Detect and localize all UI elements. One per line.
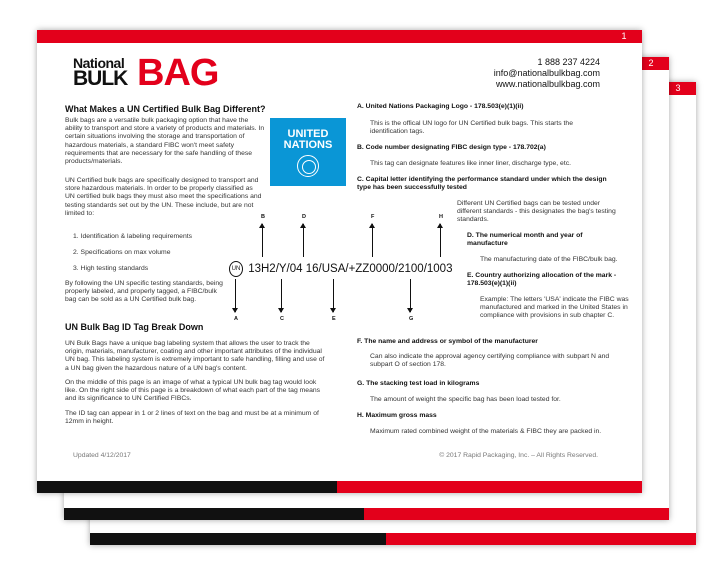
tag-label-b: B [261,214,265,220]
item-h-text: Maximum rated combined weight of the materials & FIBC they are packed in. [370,428,602,435]
contact-website: www.nationalbulkbag.com [495,79,600,89]
contact-phone: 1 888 237 4224 [537,57,600,67]
page-top-bar [37,30,642,43]
un-logo-line1: UNITED [287,128,329,140]
tag-code-text [229,261,452,277]
arrow-h [440,224,441,257]
logo-big-bag: BAG [137,52,219,94]
list-item: 3. High testing standards [73,265,149,272]
item-h-heading: H. Maximum gross mass [357,412,437,419]
list-item: 2. Specifications on max volume [73,249,171,256]
tag-label-g: G [409,316,414,322]
tag-label-d: D [302,214,306,220]
united-nations-logo [270,118,346,186]
logo-line-national: National [73,55,125,71]
item-f-heading: F. The name and address or symbol of the manufacturer [357,338,538,345]
paragraph-labeling: UN Bulk Bags have a unique bag labeling system that allows the user to track the origin, materials, manufacturer, coating and other important attributes of the individual UN bag. This labeling system is extremely important to safe handling, filling and use of a UN bag given the hazardous nature of a UN bag's content. [65,340,325,372]
footer-updated: Updated 4/12/2017 [73,452,131,459]
item-g-heading: G. The stacking test load in kilograms [357,380,480,387]
heading-what-makes: What Makes a UN Certified Bulk Bag Different? [65,104,266,114]
tag-label-f: F [371,214,375,220]
national-bulk-bag-logo [73,52,219,94]
arrow-g [410,279,411,312]
heading-tag-breakdown: UN Bulk Bag ID Tag Break Down [65,322,204,332]
tag-code-value: 13H2/Y/04 16/USA/+ZZ0000/2100/1003 [248,263,453,276]
requirements-list [73,233,192,281]
arrow-b [262,224,263,257]
arrow-e [333,279,334,312]
paragraph-un-certified: UN Certified bulk bags are specifically designed to transport and store hazardous materials. In order to be properly classified as UN certified bulk bags they must also meet the specifications and testing standards set out by the UN. These include, but are not limited to: [65,177,262,217]
item-b-text: This tag can designate features like inner liner, discharge type, etc. [370,160,571,167]
item-e-heading: E. Country authorizing allocation of the mark - 178.503(e)(1)(ii) [467,272,617,288]
paragraph-id-tag-height: The ID tag can appear in 1 or 2 lines of text on the bag and must be at a minimum of 12mm in height. [65,410,319,426]
item-c-text: Different UN Certified bags can be tested under different standards - this designates the bag's testing standards. [457,200,616,224]
page-sheet-1 [37,30,642,493]
paragraph-intro: Bulk bags are a versatile bulk packaging option that have the ability to transport and store a variety of products and materials. In certain situations involving the storage and transportation of hazardous materials, a standard FIBC won't meet safety requirements that are necessary for the safe handling of these products/materials. [65,117,265,166]
page-bottom-bar [64,508,669,520]
item-c-heading: C. Capital letter identifying the performance standard under which the design type has been successfully tested [357,176,607,192]
page-bottom-bar [37,481,642,493]
item-b-heading: B. Code number designating FIBC design type - 178.702(a) [357,144,546,151]
tag-label-a: A [234,316,238,322]
arrow-d [303,224,304,257]
logo-line-bulk: BULK [73,67,128,90]
page-number-3: 3 [660,82,696,95]
un-logo-line2: NATIONS [283,139,333,151]
page-number-2: 2 [633,57,669,70]
arrow-c [281,279,282,312]
un-mark-icon: UN [229,261,243,277]
paragraph-middle-image: On the middle of this page is an image of what a typical UN bulk bag tag would look like. On the right side of this page is a breakdown of what each part of the tag means and its significance to UN Certified FIBCs. [65,379,321,403]
item-d-text: The manufacturing date of the FIBC/bulk bag. [480,256,618,263]
tag-label-e: E [332,316,336,322]
contact-email: info@nationalbulkbag.com [493,68,600,78]
contact-block [494,57,600,90]
item-a-text: This is the offical UN logo for UN Certified bulk bags. This starts the identification tags. [370,120,573,136]
footer-copyright: © 2017 Rapid Packaging, Inc. – All Rights Reserved. [439,452,598,459]
item-f-text: Can also indicate the approval agency certifying compliance with subpart N and subpart O of section 178. [370,353,610,369]
item-d-heading: D. The numerical month and year of manufacture [467,232,583,248]
un-emblem-icon [297,155,319,177]
arrow-a [235,279,236,312]
item-e-text: Example: The letters 'USA' indicate the FIBC was manufactured and marked in the United States in compliance with provisions in sub chapter C. [480,296,629,320]
un-tag-diagram [217,202,479,332]
paragraph-testing: By following the UN specific testing standards, being properly labeled, and properly tagged, a FIBC/bulk bag can be sold as a UN Certified bulk bag. [65,280,223,304]
item-g-text: The amount of weight the specific bag has been load tested for. [370,396,561,403]
arrow-f [372,224,373,257]
tag-label-h: H [439,214,443,220]
item-a-heading: A. United Nations Packaging Logo - 178.503(e)(1)(ii) [357,103,524,110]
tag-label-c: C [280,316,284,322]
page-bottom-bar [90,533,696,545]
list-item: 1. Identification & labeling requirements [73,233,193,240]
page-number-1: 1 [606,30,642,43]
